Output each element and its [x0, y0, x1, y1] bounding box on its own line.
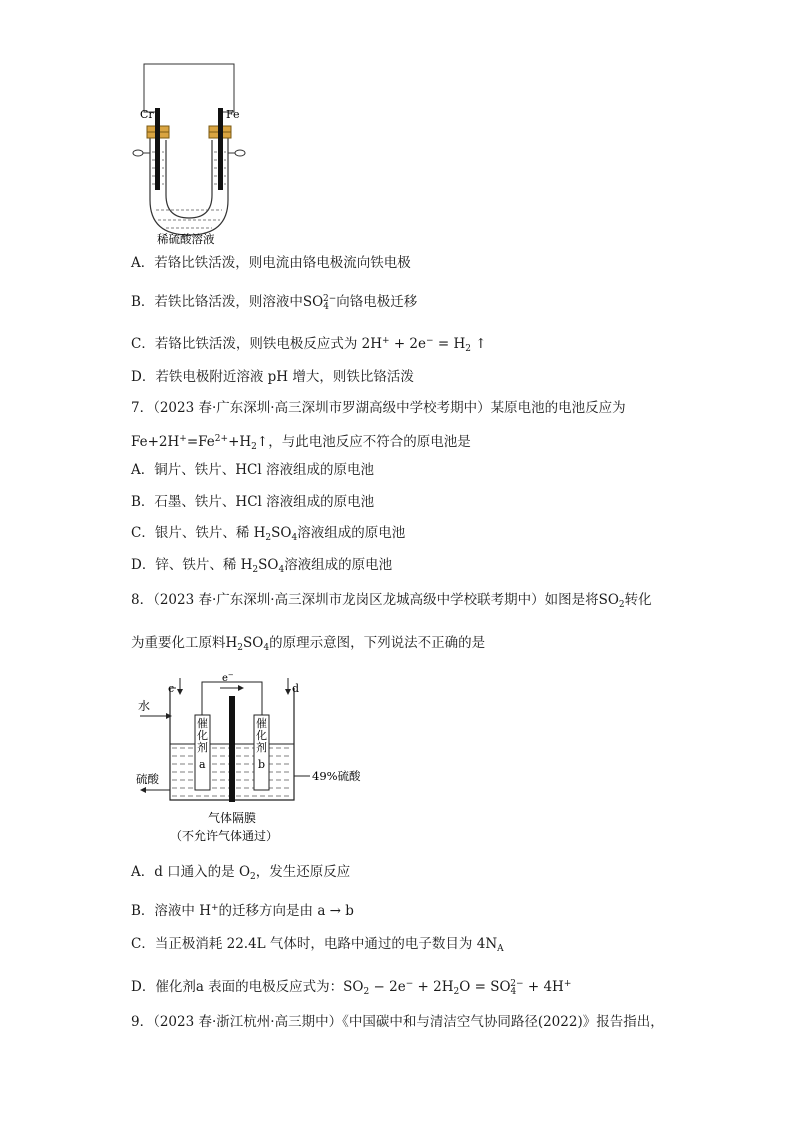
water-label: 水	[138, 699, 151, 713]
q6-option-d: D．若铁电极附近溶液 pH 增大，则铁比铬活泼	[131, 369, 414, 385]
q7-option-c: C．银片、铁片、稀 $H_2SO_4$溶液组成的原电池	[131, 525, 406, 543]
acid-concentration-label: 49%硫酸	[312, 769, 361, 783]
cr-label: Cr	[140, 108, 154, 121]
fe-electrode	[218, 108, 223, 190]
port-d-label: d	[292, 682, 300, 695]
u-tube-cell-figure	[128, 60, 258, 245]
cr-electrode	[155, 108, 160, 190]
so2-cell-figure	[132, 670, 382, 848]
q7-option-a: A．铜片、铁片、HCl 溶液组成的原电池	[131, 462, 374, 478]
catalyst-left-label: 催化剂	[197, 717, 208, 754]
q8-stem-line2: 为重要化工原料$H_2SO_4$的原理示意图，下列说法不正确的是	[131, 635, 486, 653]
q7-stem-line2: $Fe+2H^+=Fe^{2+}+H_2↑$，与此电池反应不符合的原电池是	[131, 434, 471, 452]
membrane-label: 气体隔膜	[208, 811, 257, 825]
label-a: a	[199, 758, 206, 771]
u-tube	[150, 138, 228, 235]
q8-option-a: A．d 口通入的是 $O_2$，发生还原反应	[131, 864, 351, 882]
q8-stem-line1: 8．（2023 春·广东深圳·高三深圳市龙岗区龙城高级中学校联考期中）如图是将$SO_2$转化	[131, 592, 652, 610]
q7-stem-line1: 7．（2023 春·广东深圳·高三深圳市罗湖高级中学校考期中）某原电池的电池反应为	[131, 400, 626, 416]
electron-label: e−	[222, 671, 234, 684]
q7-option-b: B．石墨、铁片、HCl 溶液组成的原电池	[131, 494, 375, 510]
acid-out-label: 硫酸	[136, 772, 159, 786]
q9-stem-line1: 9．（2023 春·浙江杭州·高三期中）《中国碳中和与清洁空气协同路径(2022)》报告指出，	[131, 1014, 664, 1030]
q6-option-a: A．若铬比铁活泼，则电流由铬电极流向铁电极	[131, 255, 411, 271]
external-wire	[144, 64, 234, 112]
q6-option-b: B．若铁比铬活泼，则溶液中$SO_4^{2-}$向铬电极迁移	[131, 294, 418, 312]
solution-dashes	[152, 152, 226, 228]
q8-option-b: B．溶液中 H+的迁移方向是由 a → b	[131, 903, 354, 919]
port-c-label: c	[168, 682, 175, 695]
membrane-note: （不允许气体通过）	[170, 829, 279, 843]
q8-option-d: D．催化剂a 表面的电极反应式为：$SO_2 - 2e^- + 2H_2O = SO_4^{2-} + 4H^+$	[131, 979, 572, 997]
fe-label: Fe	[226, 108, 240, 121]
q8-option-c: C．当正极消耗 22.4L 气体时，电路中通过的电子数目为 $4N_A$	[131, 936, 504, 954]
q6-option-c: C．若铬比铁活泼，则铁电极反应式为 $2H^+ + 2e^- = H_2$ ↑	[131, 336, 487, 354]
label-b: b	[258, 758, 266, 771]
q7-option-d: D．锌、铁片、稀 $H_2SO_4$溶液组成的原电池	[131, 557, 393, 575]
catalyst-right-label: 催化剂	[256, 717, 267, 754]
figure1-caption: 稀硫酸溶液	[157, 232, 215, 245]
gas-membrane	[229, 696, 235, 802]
